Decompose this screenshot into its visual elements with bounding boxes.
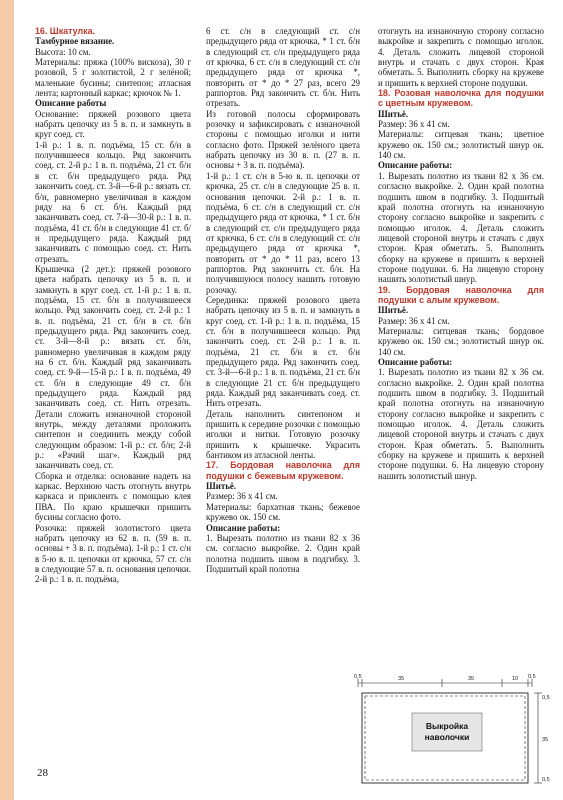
page-number: 28 [37, 767, 48, 779]
pillowcase-pattern-diagram [352, 673, 552, 791]
paragraph: 1. Вырезать полотно из ткани 82 х 36 см. согласно выкройке. 2. Один край полотна подшить швом в подгибку. 3. Подшитый край полотна отогнуть на изнаночную сторону согласно выкройке и закрепить с помощью иголок. 4. Деталь сложить лицевой стороной внутрь и стачать с двух сторон. Края обметать. 5. Выполнить сборку на кружеве и пришить к верхней стороне подушки. 6. На лицевую сторону нашить золотистый шнур. [378, 367, 544, 481]
paragraph: Материалы: пряжа (100% вискоза), 30 г розовой, 5 г золотистой, 2 г зелёной; маленькие бусины; синтепон; атласная лента; картонный каркас; крючок № 1. [35, 57, 191, 99]
paragraph: Основание: пряжей розового цвета набрать цепочку из 5 в. п. и замкнуть в круг соед. ст. [35, 108, 191, 140]
paragraph: Розочка: пряжей золотистого цвета набрать цепочку из 62 в. п. (59 в. п. основы + 3 в. п. подъёма). 1-й р.: 1 ст. с/н в 5-ю в. п. цепочки от крючка, 57 ст. с/н в следующие 57 в. п. основания цепочки. 2-й р.: 1 в. п. подъёма, [35, 522, 191, 585]
dim-top-1: 35 [398, 676, 405, 682]
paragraph: Деталь наполнить синтепоном и пришить к середине розочки с помощью иголки и нитки. Готовую розочку пришить к крышечке. Украсить бантиком из атласной ленты. [206, 408, 360, 461]
dim-top-0: 0,5 [354, 674, 362, 680]
section-heading: 16. Шкатулка. [35, 26, 95, 36]
paragraph: 6 ст. с/н в следующий ст. с/н предыдущего ряда от крючка, * 1 ст. б/н в следующий ст. с/н предыдущего ряда от крючка, 6 ст. с/н в следующий ст. с/н предыдущего ряда от крючка *, повторить от * до * 27 раз, всего 29 раппортов. Ряд закончить ст. б/н. Нить отрезать. [206, 26, 360, 109]
paragraph: Крышечка (2 дет.): пряжей розового цвета набрать цепочку из 5 в. п. и замкнуть в круг соед. ст. 1-й р.: 1 в. п. подъёма, 15 ст. б/н в получившееся кольцо. Ряд закончить соед. ст. 2-й р.: 1 в. п. подъёма, 21 ст. б/н в ст. б/н предыдущего ряда. Ряд закончить соед. ст. 3-й—8-й р.: вязать ст. б/н, равномерно увеличивая в каждом ряду на 6 ст. б/н. Каждый ряд заканчивать соед. ст. 9-й—15-й р.: 1 в. п. подъёма, 49 ст. б/н в следующие 49 ст. б/н предыдущего ряда. Каждый ряд заканчивать соед. ст. Нить отрезать. Детали сложить изнаночной стороной внутрь, между деталями проложить синтепон и соединить между собой следующим образом: 1-й р.: ст. б/н; 2-й р.: «Рачий шаг». Каждый ряд заканчивать соед. ст. [35, 263, 191, 471]
dim-top-3: 10 [512, 676, 519, 682]
dim-top-2: 35 [468, 676, 475, 682]
subheading: Тамбурное вязание. [35, 36, 115, 47]
paragraph: Размер: 36 х 41 см. [206, 491, 278, 502]
paragraph: Серединка: пряжей розового цвета набрать цепочку из 5 в. п. и замкнуть в круг соед. ст. 1-й р.: 1 в. п. подъёма, 15 ст. б/н в получившееся кольцо. Ряд закончить соед. ст. 2-й р.: 1 в. п. подъёма, 21 ст. б/н в ст. б/н предыдущего ряда. Ряд закончить соед. ст. 3-й—6-й р.: 1 в. п. подъёма, 21 ст. б/н в следующие 21 ст. б/н предыдущего ряда. Каждый ряд заканчивать соед. ст. Нить отрезать. [206, 294, 360, 409]
paragraph: Из готовой полосы сформировать розочку и зафиксировать с изнаночной стороны с помощью иголки и нити согласно фото. Пряжей зелёного цвета набрать цепочку из 30 в. п. (27 в. п. основы + 3 в. п. подъёма). [206, 108, 360, 171]
section-heading: 18. Розовая наволочка для подушки с цветным кружевом. [378, 88, 544, 109]
pattern-label-line2: наволочки [424, 732, 470, 742]
paragraph: 1. Вырезать полотно из ткани 82 х 36 см. согласно выкройке. 2. Один край полотна подшить швом в подгибку. 3. Подшитый край полотна [206, 532, 360, 574]
paragraph: Материалы: бархатная ткань; бежевое кружево ок. 150 см. [206, 501, 360, 523]
text-column-3 [378, 26, 544, 481]
section-heading: 19. Бордовая наволочка для подушки с алым кружевом. [378, 284, 544, 305]
subheading: Шитьё. [206, 481, 237, 492]
paragraph: 1. Вырезать полотно из ткани 82 х 36 см. согласно выкройке. 2. Один край полотна подшить швом в подгибку. 3. Подшитый край полотна отогнуть на изнаночную сторону согласно выкройке и закрепить с помощью иголок. 4. Деталь сложить лицевой стороной внутрь и стачать с двух сторон. Края обметать. 5. Выполнить сборку на кружеве и пришить к верхней стороне подушки. 6. На лицевую сторону нашить золотистый шнур. [378, 170, 544, 285]
dim-side-2: 0,5 [542, 777, 550, 783]
paragraph: 1-й р.: 1 в. п. подъёма, 15 ст. б/н в получившееся кольцо. Ряд закончить соед. ст. 2-й р.: 1 в. п. подъёма, 21 ст. б/н в ст. б/н предыдущего ряда. Ряд закончить соед. ст. 3-й—6-й р.: вязать ст. б/н, равномерно увеличивая в каждом ряду на 6 ст. б/н. Каждый ряд заканчивать соед. ст. 7-й—30-й р.: 1 в. п. подъёма, 41 ст. б/н в следующие 41 ст. б/н предыдущего ряда. Каждый ряд заканчивать с помощью соед. ст. Нить отрезать. [35, 139, 191, 264]
page-edge-strip [0, 0, 14, 800]
paragraph: Материалы: ситцевая ткань; цветное кружево ок. 150 см.; золотистый шнур ок. 140 см. [378, 129, 544, 161]
paragraph: Материалы: ситцевая ткань; бордовое кружево ок. 150 см.; золотистый шнур ок. 140 см. [378, 325, 544, 357]
dim-side-0: 0,5 [542, 695, 550, 701]
dim-side-1: 35 [542, 737, 549, 743]
text-column-1 [35, 26, 191, 585]
dim-top-4: 0,5 [528, 674, 536, 680]
paragraph: Сборка и отделка: основание надеть на каркас. Верхнюю часть отогнуть внутрь каркаса и приклеить с помощью клея ПВА. По краю крышечки пришить бусины согласно фото. [35, 470, 191, 523]
subheading: Описание работы: [378, 160, 453, 171]
subheading: Шитьё. [378, 305, 409, 316]
text-column-2 [206, 26, 360, 574]
paragraph: Размер: 36 х 41 см. [378, 119, 450, 130]
paragraph: Размер: 36 х 41 см. [378, 315, 450, 326]
subheading: Шитьё. [378, 108, 409, 119]
subheading: Описание работы: [206, 522, 281, 533]
section-heading: 17. Бордовая наволочка для подушки с бежевым кружевом. [206, 460, 360, 481]
subheading: Описание работы [35, 98, 107, 109]
paragraph: 1-й р.: 1 ст. с/н в 5-ю в. п. цепочки от крючка, 25 ст. с/н в следующие 25 в. п. основания цепочки. 2-й р.: 1 в. п. подъёма, 6 ст. с/н в следующий ст. с/н предыдущего ряда от крючка, * 1 ст. б/н в следующий ст. с/н предыдущего ряда от крючка, 6 ст. с/н в следующий ст. с/н предыдущего ряда от крючка *, повторить от * до * 11 раз, всего 13 раппортов. Ряд закончить ст. б/н. На получившуюся полосу нашить готовую розочку. [206, 170, 360, 295]
paragraph: Высота: 10 см. [35, 46, 91, 57]
paragraph: отогнуть на изнаночную сторону согласно выкройке и закрепить с помощью иголок. 4. Деталь сложить лицевой стороной внутрь и стачать с двух сторон. Края обметать. 5. Выполнить сборку на кружеве и пришить к верхней стороне подушки. [378, 26, 544, 88]
pattern-label-line1: Выкройка [425, 721, 469, 731]
subheading: Описание работы: [378, 357, 453, 367]
